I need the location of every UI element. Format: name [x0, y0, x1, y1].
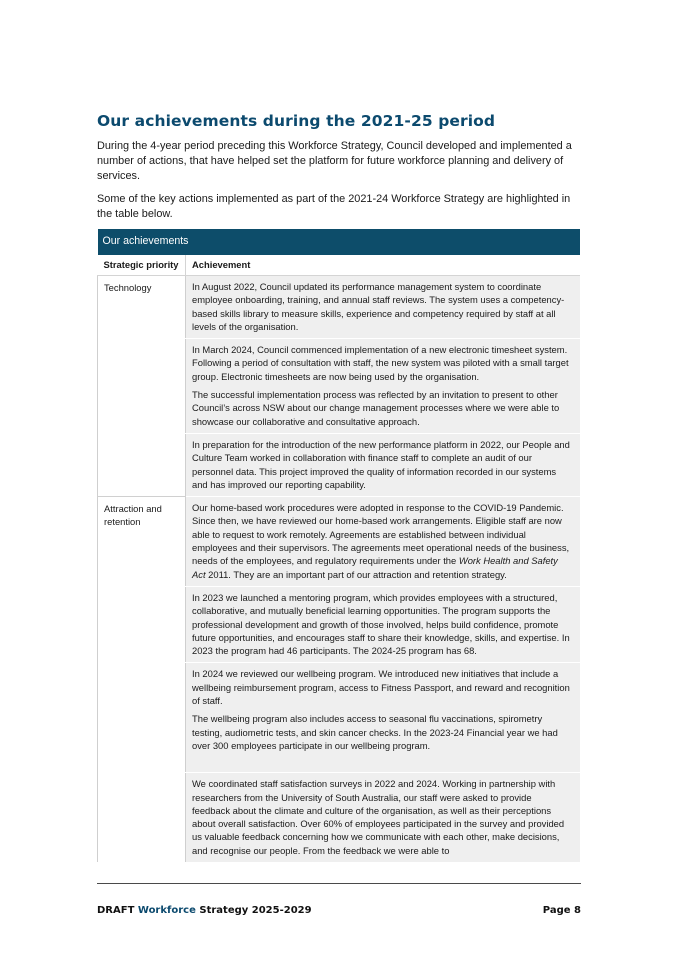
achievement-text: We coordinated staff satisfaction surveys in 2022 and 2024. Working in partnership with researchers from the University of South Australia, our staff were asked to provide feedback about the climate and culture of the organisation, as well as their perceptions about overall satisfaction. Over 60% of employees participated in the survey and provided us valuable feedback concerning how we communicate with each other, make decisions, and recognise our people. From the feedback we were able to — [192, 778, 565, 856]
table-row — [98, 276, 580, 339]
footer-divider — [97, 883, 581, 884]
achievement-text: In August 2022, Council updated its performance management system to coordinate employee onboarding, training, and annual staff reviews. The system uses a competency-based skills library to measure skills, experience and competency required by staff at all levels of the organisation. — [192, 281, 565, 332]
achievement-cell — [186, 586, 580, 662]
page-number: Page 8 — [542, 905, 581, 916]
achievement-text-part: Our home-based work procedures were adopted in response to the COVID-19 Pandemic. Since then, we have reviewed our home-based work arrangements. Eligible staff are now able to request to work remotely. Agreements are established between individual employees and their supervisors. The agreements meet operational needs of the business, needs of the employees, and regulatory requirements under the — [192, 502, 570, 567]
achievement-cell — [186, 339, 580, 434]
achievement-text — [192, 501, 572, 581]
footer-draft-label: DRAFT — [97, 905, 135, 916]
achievement-text: In 2023 we launched a mentoring program, which provides employees with a structured, collaborative, and mutually beneficial learning opportunities. The program supports the professional development and growth of those involved, helps build confidence, promote future opportunities, and encourages staff to share their knowledge, skills, and expertise. In 2023 the program had 46 participants. The 2024-25 program has 68. — [192, 591, 570, 657]
achievement-cell — [186, 663, 580, 773]
legislation-title: Work Health and Safety Act — [192, 555, 558, 580]
strategic-priority-cell: Technology — [98, 276, 186, 497]
achievement-cell — [186, 773, 580, 862]
achievement-cell — [186, 433, 580, 496]
page-heading: Our achievements during the 2021-25 period — [97, 112, 496, 130]
achievement-text: In 2024 we reviewed our wellbeing program. We introduced new initiatives that include a wellbeing reimbursement program, access to Fitness Passport, and reward and recognition of staff. — [192, 668, 570, 707]
column-header-achievement: Achievement — [186, 255, 580, 276]
table-row — [98, 497, 580, 587]
achievement-text-part: 2011. They are an important part of our attraction and retention strategy. — [205, 568, 507, 580]
achievement-text: The successful implementation process was reflected by an invitation to present to other Council’s across NSW about our change management processes where we were able to showcase our collaborative and consultative approach. — [192, 389, 560, 427]
column-header-strategic-priority: Strategic priority — [98, 255, 186, 276]
footer-strategy-label: Strategy 2025-2029 — [199, 905, 312, 916]
footer-document-title — [97, 905, 312, 916]
achievement-cell — [186, 276, 580, 339]
intro-paragraph: During the 4-year period preceding this Workforce Strategy, Council developed and implemented a number of actions, that have helped set the platform for future workforce planning and delivery of services. — [97, 140, 572, 183]
footer-workforce-label: Workforce — [137, 905, 196, 916]
achievement-text: In preparation for the introduction of the new performance platform in 2022, our People and Culture Team worked in collaboration with finance staff to complete an audit of our personnel data. This project improved the quality of information recorded in our systems and has improved our reporting capability. — [192, 438, 570, 490]
achievement-text: In March 2024, Council commenced implementation of a new electronic timesheet system. Following a period of consultation with staff, the new system was piloted with a small target group. Electronic timesheets are now being used by the organisation. — [192, 344, 569, 382]
achievement-cell — [186, 497, 580, 587]
achievement-text: The wellbeing program also includes access to seasonal flu vaccinations, spirometry testing, audiometric tests, and skin cancer checks. In the 2023-24 Financial year we had over 300 employees participate in our wellbeing program. — [192, 713, 558, 751]
intro-paragraph: Some of the key actions implemented as part of the 2021-24 Workforce Strategy are highlighted in the table below. — [97, 193, 571, 221]
table-banner: Our achievements — [98, 229, 580, 255]
achievements-table — [97, 229, 580, 862]
strategic-priority-cell: Attraction and retention — [98, 497, 186, 862]
